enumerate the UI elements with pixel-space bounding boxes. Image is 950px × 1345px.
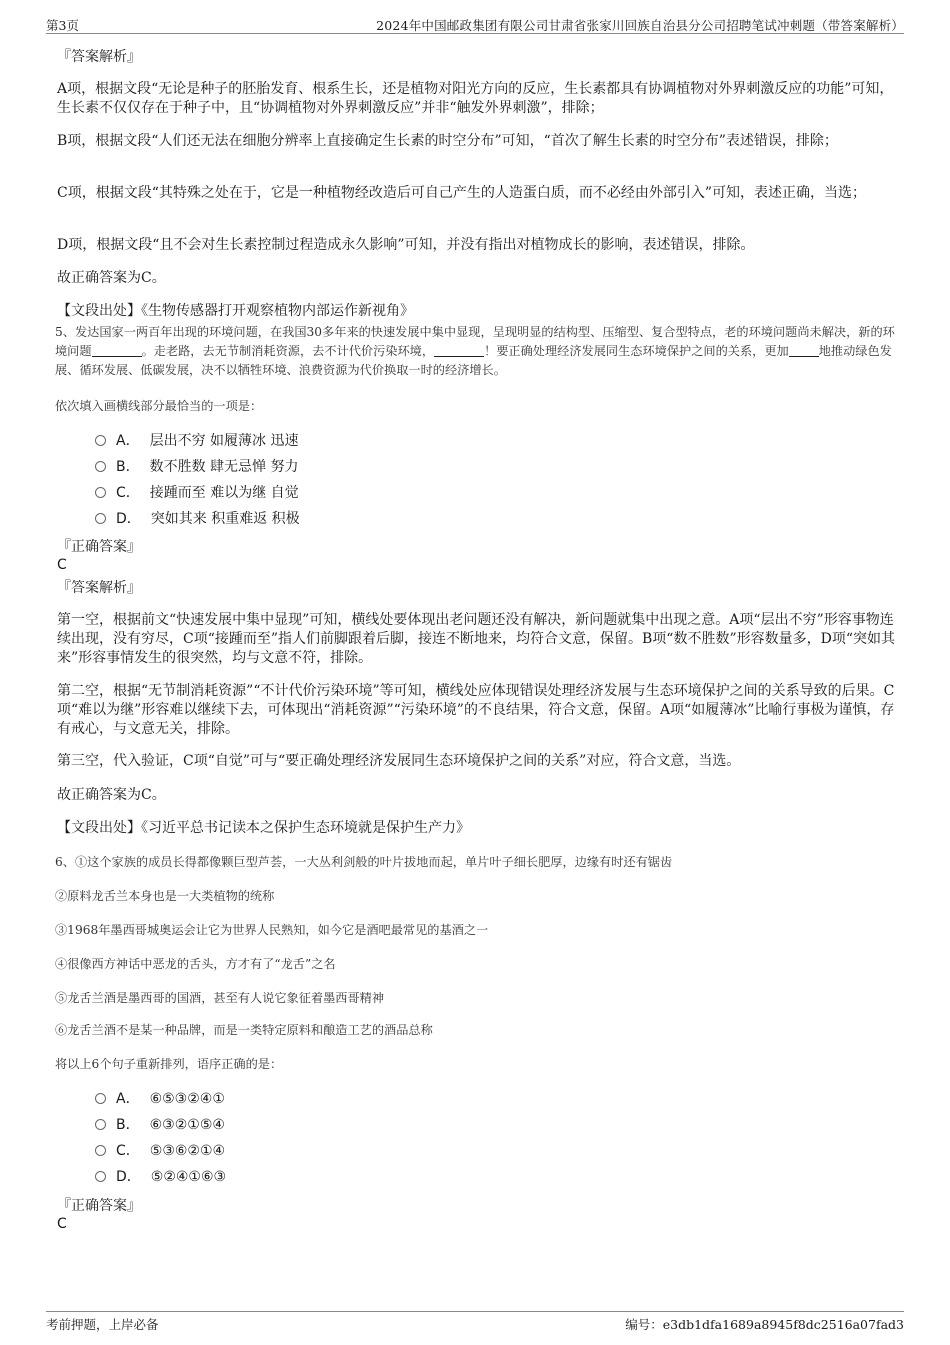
q4-analysis-a: A项，根据文段“无论是种子的胚胎发育、根系生长，还是植物对阳光方向的反应，生长素都具有协调植物对外界刺激反应的功能”可知，生长素不仅仅存在于种子中，且“协调植物对外界刺激反应”并非“触发外界刺激”，排除； — [57, 81, 894, 116]
radio-circle-icon[interactable] — [95, 1119, 106, 1130]
q5-option-c[interactable]: C． 接踵而至 难以为继 自觉 — [95, 484, 299, 503]
q6-sentence-5: ⑤龙舌兰酒是墨西哥的国酒，甚至有人说它象征着墨西哥精神 — [55, 991, 385, 1005]
page-header — [46, 15, 904, 34]
q6-option-d[interactable]: D． ⑤②④①⑥③ — [95, 1168, 226, 1187]
q6-sentence-1: 6、①这个家族的成员长得都像颗巨型芦荟，一大丛利剑般的叶片拔地而起，单片叶子细长肥厚，边缘有时还有锯齿 — [55, 855, 673, 869]
radio-circle-icon[interactable] — [95, 1171, 106, 1182]
q5-option-b[interactable]: B． 数不胜数 肆无忌惮 努力 — [95, 458, 299, 477]
q4-analysis-title: 『答案解析』 — [57, 49, 141, 65]
q6-sentence-4: ④很像西方神话中恶龙的舌头，方才有了“龙舌”之名 — [55, 957, 336, 971]
q5-stem — [55, 323, 897, 380]
q4-analysis-c: C项，根据文段“其特殊之处在于，它是一种植物经改造后可自己产生的人造蛋白质，而不必经由外部引入”可知，表述正确，当选； — [57, 185, 867, 201]
page-footer — [46, 1311, 904, 1332]
q4-conclusion: 故正确答案为C。 — [57, 270, 166, 286]
page-number: 第3页 — [46, 18, 79, 33]
q6-answer: C — [57, 1216, 67, 1232]
radio-circle-icon[interactable] — [95, 1093, 106, 1104]
q5-blank-1 — [92, 344, 142, 357]
q5-stem-part-a: 5、发达国家一两百年出现的环境问题，在我国30多年来的快速发展中集中显现，呈现明显的结构型、压缩型、复合型特点，老的环境问题尚未解决，新的环境问题 — [55, 325, 895, 358]
q5-option-d[interactable]: D． 突如其来 积重难返 积极 — [95, 510, 300, 529]
q6-sentence-3: ③1968年墨西哥城奥运会让它为世界人民熟知，如今它是酒吧最常见的基酒之一 — [55, 923, 489, 937]
q6-option-b[interactable]: B． ⑥③②①⑤④ — [95, 1116, 225, 1135]
q5-analysis-p3: 第三空，代入验证，C项“自觉”可与“要正确处理经济发展同生态环境保护之间的关系”对应，符合文意，当选。 — [57, 753, 741, 769]
q5-blank-2 — [434, 344, 484, 357]
q5-analysis-title: 『答案解析』 — [57, 580, 141, 596]
q5-analysis-p2: 第二空，根据“无节制消耗资源”“不计代价污染环境”等可知，横线处应体现错误处理经济发展与生态环境保护之间的关系导致的后果。C项“难以为继”形容难以继续下去，可体现出“消耗资源”“污染环境”的不良结果，符合文意，保留。A项“如履薄冰”比喻行事极为谨慎，存有戒心，与文意无关，排除。 — [57, 683, 895, 737]
q6-sentence-2: ②原料龙舌兰本身也是一大类植物的统称 — [55, 889, 275, 903]
q4-analysis-b: B项，根据文段“人们还无法在细胞分辨率上直接确定生长素的时空分布”可知，“首次了解生长素的时空分布”表述错误，排除； — [57, 133, 838, 149]
q5-option-a[interactable]: A． 层出不穷 如履薄冰 迅速 — [95, 432, 298, 451]
q4-source: 【文段出处】《生物传感器打开观察植物内部运作新视角》 — [57, 303, 414, 319]
radio-circle-icon[interactable] — [95, 435, 106, 446]
q5-prompt: 依次填入画横线部分最恰当的一项是： — [55, 399, 263, 413]
document-title: 2024年中国邮政集团有限公司甘肃省张家川回族自治县分公司招聘笔试冲刺题（带答案解析） — [376, 18, 904, 33]
q5-blank-3 — [789, 344, 819, 357]
radio-circle-icon[interactable] — [95, 1145, 106, 1156]
radio-circle-icon[interactable] — [95, 513, 106, 524]
q6-answer-title: 『正确答案』 — [57, 1198, 141, 1214]
q6-option-a[interactable]: A． ⑥⑤③②④① — [95, 1090, 225, 1109]
q5-answer-title: 『正确答案』 — [57, 539, 141, 555]
q6-sentence-6: ⑥龙舌兰酒不是某一种品牌，而是一类特定原料和酿造工艺的酒品总称 — [55, 1023, 433, 1037]
q6-prompt: 将以上6个句子重新排列，语序正确的是： — [55, 1057, 283, 1071]
q5-answer: C — [57, 557, 67, 573]
radio-circle-icon[interactable] — [95, 461, 106, 472]
footer-doc-id: 编号：e3db1dfa1689a8945f8dc2516a07fad3 — [625, 1317, 904, 1332]
radio-circle-icon[interactable] — [95, 487, 106, 498]
q5-analysis-p1: 第一空，根据前文“快速发展中集中显现”可知，横线处要体现出老问题还没有解决，新问题就集中出现之意。A项“层出不穷”形容事物连续出现，没有穷尽，C项“接踵而至”指人们前脚跟着后脚，接连不断地来，均符合文意，保留。B项“数不胜数”形容数量多，D项“突如其来”形容事情发生的很突然，均与文意不符，排除。 — [57, 612, 896, 666]
q5-conclusion: 故正确答案为C。 — [57, 787, 166, 803]
q5-stem-part-d: 地推动绿色发展、循环发展、低碳发展，决不以牺牲环境、浪费资源为代价换取一时的经济增长。 — [55, 344, 892, 377]
q5-stem-part-b: 。走老路，去无节制消耗资源，去不计代价污染环境， — [141, 344, 435, 358]
q5-stem-part-c: ！要正确处理经济发展同生态环境保护之间的关系，更加 — [484, 344, 789, 358]
q4-analysis-d: D项，根据文段“且不会对生长素控制过程造成永久影响”可知，并没有指出对植物成长的影响，表述错误，排除。 — [57, 237, 755, 253]
q5-source: 【文段出处】《习近平总书记读本之保护生态环境就是保护生产力》 — [57, 820, 470, 836]
footer-slogan: 考前押题，上岸必备 — [46, 1317, 159, 1332]
q6-option-c[interactable]: C． ⑤③⑥②①④ — [95, 1142, 225, 1161]
